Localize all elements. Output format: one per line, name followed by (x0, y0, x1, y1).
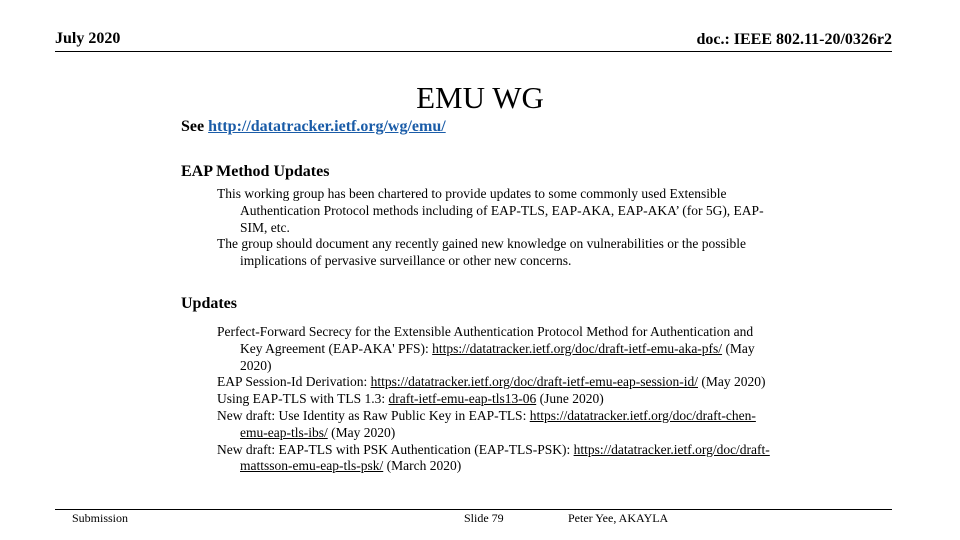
item-link[interactable]: https://datatracker.ietf.org/doc/draft-mattsson-emu-eap-tls-psk/ (240, 441, 770, 474)
section1-heading: EAP Method Updates (181, 163, 330, 180)
item-link[interactable]: draft-ietf-emu-eap-tls13-06 (388, 391, 537, 407)
see-line (181, 118, 446, 136)
section1-body (217, 186, 777, 270)
item-date: (June 2020) (536, 391, 604, 407)
list-item (217, 374, 772, 391)
footer-divider (55, 509, 892, 510)
item-text: EAP Session-Id Derivation: (217, 374, 371, 390)
item-link[interactable]: https://datatracker.ietf.org/doc/draft-chen-emu-eap-tls-ibs/ (240, 407, 756, 440)
header-date: July 2020 (55, 30, 121, 47)
section2-heading: Updates (181, 295, 238, 312)
item-date: (March 2020) (383, 458, 462, 474)
section1-paragraph: The group should document any recently gained new knowledge on vulnerabilities or the possible implications of pervasive surveillance or other new concerns. (217, 236, 746, 269)
item-link[interactable]: https://datatracker.ietf.org/doc/draft-ietf-emu-eap-session-id/ (370, 374, 698, 390)
item-date: (May 2020) (698, 374, 766, 390)
footer-author: Peter Yee, AKAYLA (568, 511, 669, 525)
slide-title: EMU WG (416, 80, 544, 115)
updates-list (217, 324, 772, 475)
item-text: New draft: Use Identity as Raw Public Key in EAP-TLS: (217, 407, 530, 423)
item-text: New draft: EAP-TLS with PSK Authentication (EAP-TLS-PSK): (217, 441, 574, 457)
list-item (217, 442, 772, 476)
wg-link[interactable]: http://datatracker.ietf.org/wg/emu/ (208, 118, 446, 135)
header-divider (55, 51, 892, 52)
item-date: (May 2020) (240, 340, 755, 373)
footer-submission: Submission (72, 511, 129, 525)
header-doc-id: doc.: IEEE 802.11-20/0326r2 (696, 31, 892, 48)
section1-paragraph: This working group has been chartered to provide updates to some commonly used Extensible Authentication Protocol methods including of EAP-TLS, EAP-AKA, EAP-AKA’ (for 5G), EAP-SIM, etc. (217, 186, 764, 235)
item-link[interactable]: https://datatracker.ietf.org/doc/draft-ietf-emu-aka-pfs/ (432, 340, 723, 356)
list-item (217, 408, 772, 442)
see-prefix: See (181, 118, 209, 135)
footer-slide-number: Slide 79 (464, 511, 504, 525)
list-item (217, 391, 772, 408)
item-text: Using EAP-TLS with TLS 1.3: (217, 391, 389, 407)
item-text: Perfect-Forward Secrecy for the Extensible Authentication Protocol Method for Authentication and Key Agreement (EAP-AKA' PFS): (217, 324, 754, 356)
item-date: (May 2020) (327, 424, 396, 440)
list-item (217, 324, 772, 374)
